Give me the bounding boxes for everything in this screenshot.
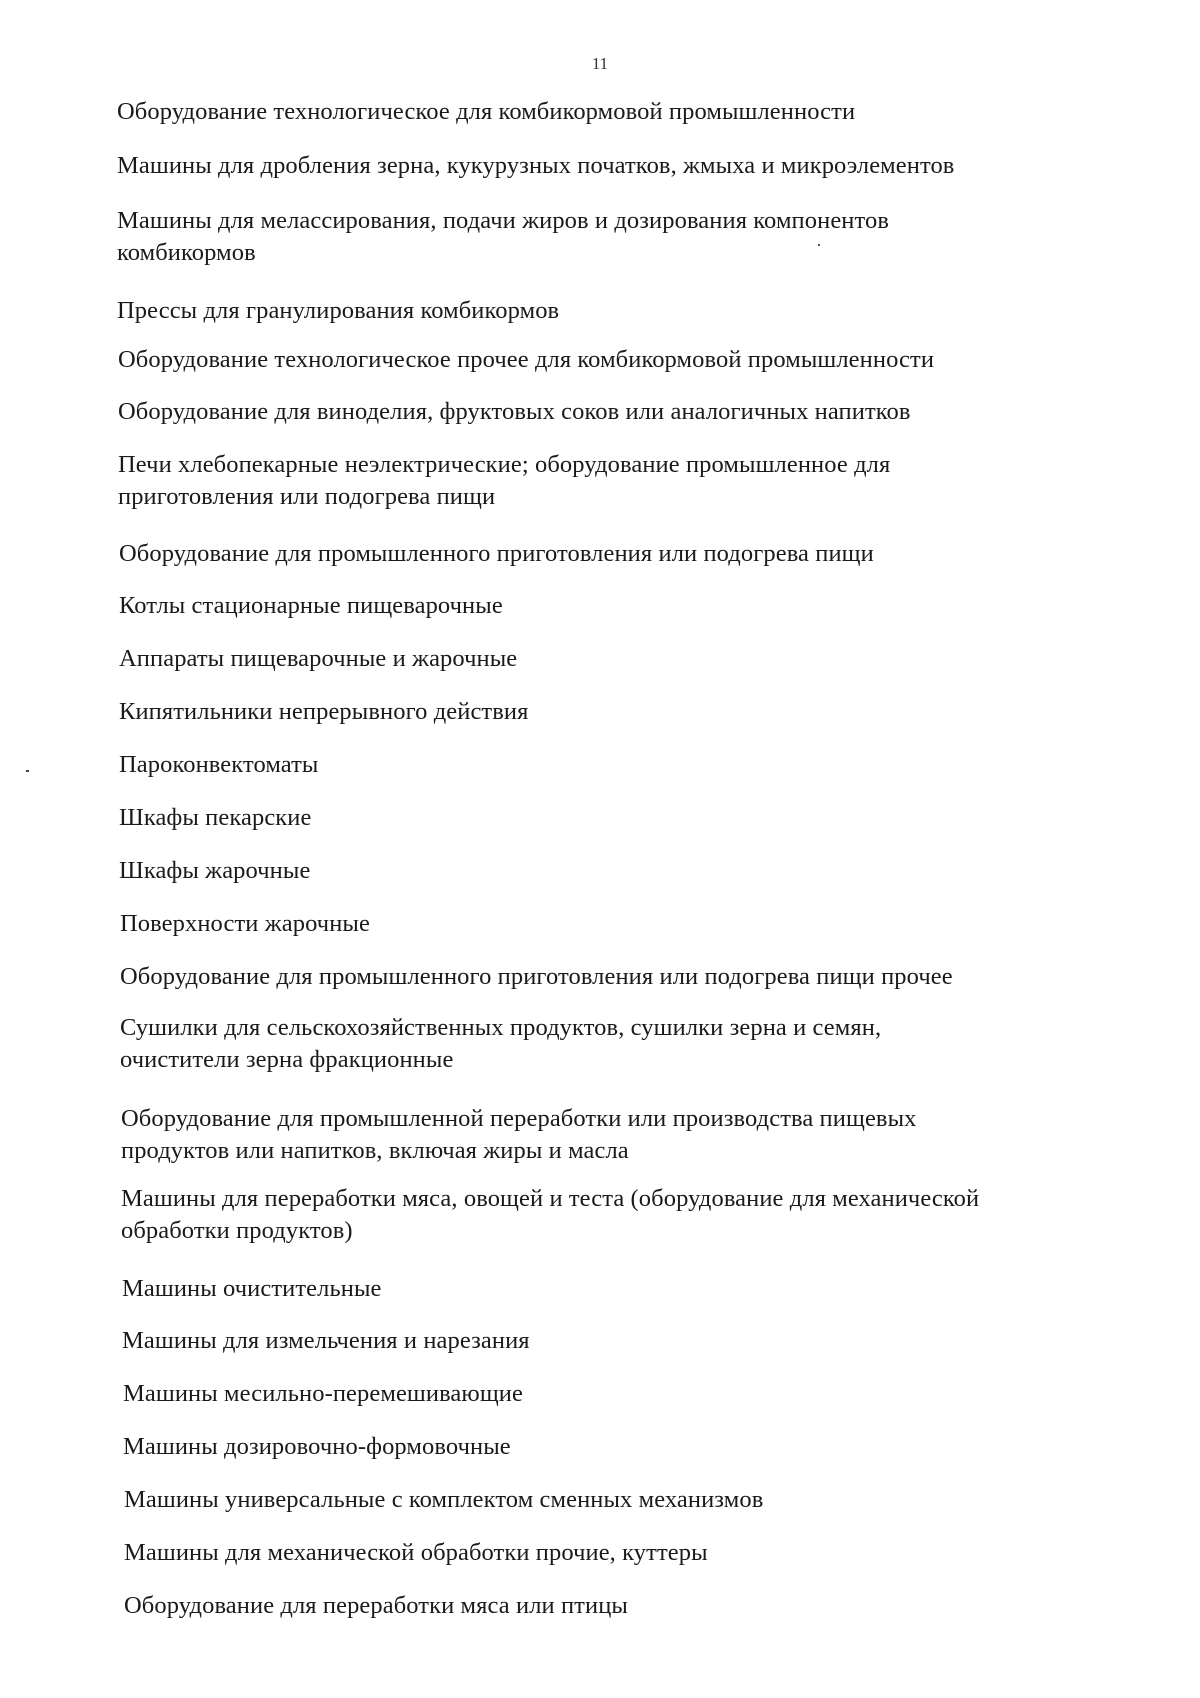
list-item: Оборудование для виноделия, фруктовых соков или аналогичных напитков — [118, 398, 911, 425]
list-item: Оборудование технологическое для комбикормовой промышленности — [117, 98, 856, 125]
list-item — [117, 205, 889, 269]
list-item-line: Печи хлебопекарные неэлектрические; оборудование промышленное для — [118, 451, 891, 478]
list-item: Поверхности жарочные — [120, 910, 370, 937]
list-item: Оборудование для переработки мяса или птицы — [124, 1592, 628, 1619]
list-item-line: обработки продуктов) — [121, 1217, 353, 1244]
list-item: Машины очистительные — [122, 1275, 382, 1302]
list-item: Прессы для гранулирования комбикормов — [117, 297, 560, 324]
list-item-line: продуктов или напитков, включая жиры и масла — [121, 1137, 629, 1164]
list-item-line: комбикормов — [117, 239, 256, 266]
list-item: Оборудование для промышленного приготовления или подогрева пищи прочее — [120, 963, 953, 990]
list-item-line: Машины для переработки мяса, овощей и теста (оборудование для механической — [121, 1185, 980, 1212]
list-item: Оборудование технологическое прочее для комбикормовой промышленности — [118, 346, 935, 373]
list-item: Машины для измельчения и нарезания — [122, 1327, 530, 1354]
list-item-line: приготовления или подогрева пищи — [118, 483, 496, 510]
list-item: Кипятильники непрерывного действия — [119, 698, 529, 725]
list-item — [118, 449, 890, 513]
list-item: Машины для механической обработки прочие, куттеры — [124, 1539, 708, 1566]
list-item-line: Оборудование для промышленной переработки или производства пищевых — [121, 1105, 917, 1132]
list-item: Котлы стационарные пищеварочные — [119, 592, 503, 619]
page-number: 11 — [591, 54, 609, 73]
list-item: Пароконвектоматы — [119, 751, 319, 778]
list-item: Машины для дробления зерна, кукурузных початков, жмыха и микроэлементов — [117, 152, 955, 179]
list-item: Аппараты пищеварочные и жарочные — [119, 645, 518, 672]
list-item — [120, 1012, 881, 1076]
list-item: Машины месильно-перемешивающие — [123, 1380, 523, 1407]
list-item: Оборудование для промышленного приготовления или подогрева пищи — [119, 540, 874, 567]
list-item: Машины универсальные с комплектом сменных механизмов — [124, 1486, 764, 1513]
list-item — [121, 1103, 917, 1167]
list-item-line: Сушилки для сельскохозяйственных продуктов, сушилки зерна и семян, — [120, 1014, 882, 1041]
list-item: Шкафы жарочные — [119, 857, 311, 884]
list-item-line: Машины для мелассирования, подачи жиров и дозирования компонентов — [117, 207, 890, 234]
list-item: Шкафы пекарские — [119, 804, 312, 831]
list-item: Машины дозировочно-формовочные — [123, 1433, 511, 1460]
list-item-line: очистители зерна фракционные — [120, 1046, 454, 1073]
list-item — [121, 1183, 979, 1247]
